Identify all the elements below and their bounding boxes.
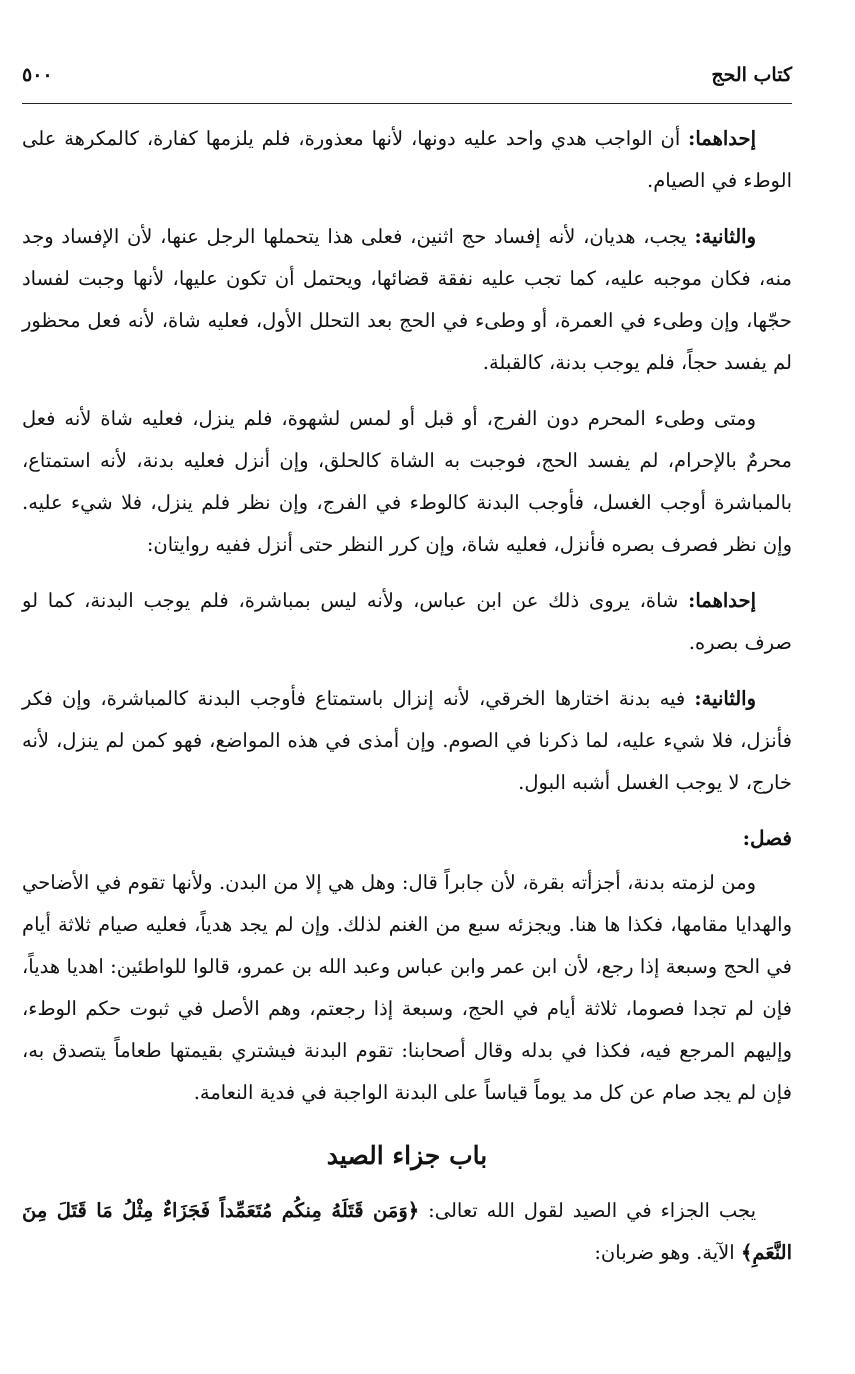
chapter-outro-text: الآية. وهو ضربان: [594,1241,735,1264]
chapter-intro-paragraph [22,1190,792,1274]
paragraph-text: يجب، هديان، لأنه إفساد حج اثنين، فعلى هذا يتحملها الرجل عنها، لأن الإفساد وجد منه، فكان موجبه عليه، كما تجب عليه نفقة قضائها، ويحتمل أن تكون عليها، لأنها وجبت لفساد حجّها، وإن وطىء في العمرة، أو وطىء في الحج بعد التحلل الأول، فعليه شاة، لأنه فعل محظور لم يفسد حجاً، فلم يوجب بدنة، كالقبلة. [22,225,792,374]
paragraph-lead: إحداهما: [688,589,756,612]
paragraph-3: ومتى وطىء المحرم دون الفرج، أو قبل أو لمس لشهوة، فلم ينزل، فعليه شاة لأنه فعل محرمٌ بالإحرام، لم يفسد الحج، فوجبت به الشاة كالحلق، وإن أنزل فعليه بدنة، لأنه استمتاع، بالمباشرة أوجب الغسل، فأوجب البدنة كالوطء في الفرج، وإن نظر فلم ينزل، فلا شيء عليه. وإن نظر فصرف بصره فأنزل، فعليه شاة، وإن كرر النظر حتى أنزل ففيه روايتان: [22,407,792,556]
header-rule [22,103,792,104]
paragraph-lead: إحداهما: [688,127,756,150]
page-body [22,118,792,1288]
paragraph-5 [22,678,792,804]
paragraph-6: ومن لزمته بدنة، أجزأته بقرة، لأن جابراً قال: وهل هي إلا من البدن. ولأنها تقوم في الأضاحي والهدايا مقامها، فكذا ها هنا. ويجزئه سبع من الغنم لذلك. وإن لم يجد هدياً، فعليه صيام ثلاثة أيام في الحج وسبعة إذا رجع، لأن ابن عمر وابن عباس وعبد الله بن عمرو، قالوا للواطئين: اهديا هدياً، فإن لم تجدا فصوما، ثلاثة أيام في الحج، وسبعة إذا رجعتم، وهم الأصل في ثبوت حكم الوطء، وإليهم المرجع فيه، فكذا في بدله وقال أصحابنا: تقوم البدنة فيشتري بقيمتها طعاماً يتصدق به، فإن لم يجد صام عن كل مد يوماً قياساً على البدنة الواجبة في فدية النعامة. [22,871,792,1104]
paragraph-lead: والثانية: [694,225,757,248]
quran-verse: ﴿وَمَن قَتَلَهُ مِنكُم مُتَعَمِّداً فَجَزَاءٌ مِثْلُ مَا قَتَلَ مِنَ النَّعَمِ﴾ [22,1199,792,1264]
paragraph-text: أن الواجب هدي واحد عليه دونها، لأنها معذورة، فلم يلزمها كفارة، كالمكرهة على الوطء في الصيام. [22,127,792,192]
page-number: ٥٠٠ [22,64,53,86]
paragraph-text: شاة، يروى ذلك عن ابن عباس، ولأنه ليس بمباشرة، فلم يوجب البدنة، كما لو صرف بصره. [22,589,792,654]
paragraph-2 [22,216,792,384]
paragraph-4 [22,580,792,664]
paragraph-1 [22,118,792,202]
chapter-title: باب جزاء الصيد [326,1141,488,1170]
book-page [22,0,792,1374]
section-heading-fasl: فصل: [742,826,792,850]
paragraph-text: فيه بدنة اختارها الخرقي، لأنه إنزال باستمتاع فأوجب البدنة كالمباشرة، وإن فكر فأنزل، فلا شيء عليه، لما ذكرنا في الصوم. وإن أمذى في هذه المواضع، فهو كمن لم ينزل، لأنه خارج، لا يوجب الغسل أشبه البول. [22,687,792,794]
paragraph-lead: والثانية: [694,687,756,710]
book-title: كتاب الحج [711,64,792,86]
page-header [22,60,792,90]
chapter-intro-text: يجب الجزاء في الصيد لقول الله تعالى: [428,1199,756,1222]
